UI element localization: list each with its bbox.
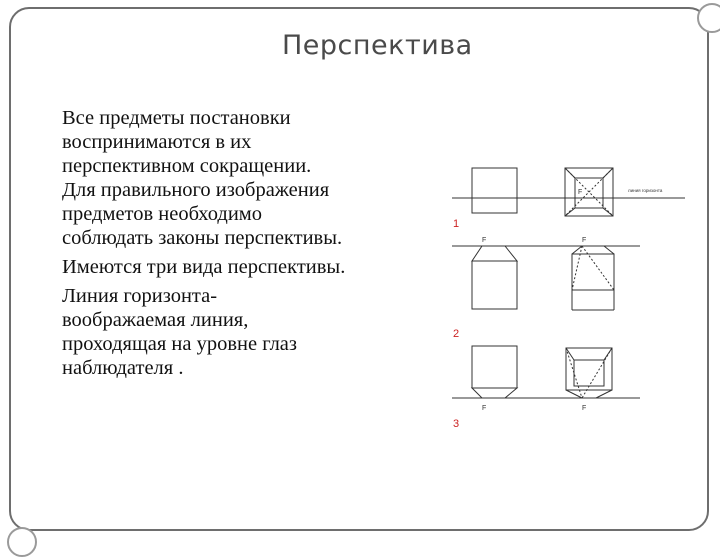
paragraph-horizon [62,284,432,380]
perspective-diagram [440,160,700,440]
vanishing-point-label-3: F [582,237,587,244]
cube-perspective-row-2 [572,254,614,290]
cube-front-row-2 [472,261,517,309]
row-number-3: 3 [453,418,460,430]
corner-ornament-top-right [697,3,720,33]
paragraph-types [62,255,432,279]
horizon-caption: линия горизонта [628,188,663,193]
cube-perspective-row-3 [566,348,612,390]
row-number-1: 1 [453,218,460,230]
cube-top-row-2 [472,246,517,261]
vanishing-point-label-5: F [582,405,587,412]
cube-front-row-3 [472,346,517,388]
slide-title: Перспектива [282,30,473,61]
slide-body [62,106,432,385]
vanishing-point-label-1: F [578,189,583,196]
paragraph-intro [62,106,432,250]
corner-ornament-bottom-left [7,527,37,557]
vanishing-point-label-2: F [482,237,487,244]
cube-bottom-row-3 [472,388,517,398]
vanishing-point-label-4: F [482,405,487,412]
perspective-figure [440,160,700,440]
paragraph-types-text: Имеются три вида перспективы. [62,256,346,278]
cube-front-row-1 [472,168,517,213]
paragraph-intro-text: Все предметы постановки воспринимаются в их перспективном сокращении. Для правильного изображения предметов необходимо соблюдать законы перспективы. [62,107,343,249]
row-number-2: 2 [453,328,460,340]
cube-inner-face-row-3 [574,360,604,386]
paragraph-horizon-text: Линия горизонта- воображаемая линия, проходящая на уровне глаз наблюдателя . [62,285,297,379]
